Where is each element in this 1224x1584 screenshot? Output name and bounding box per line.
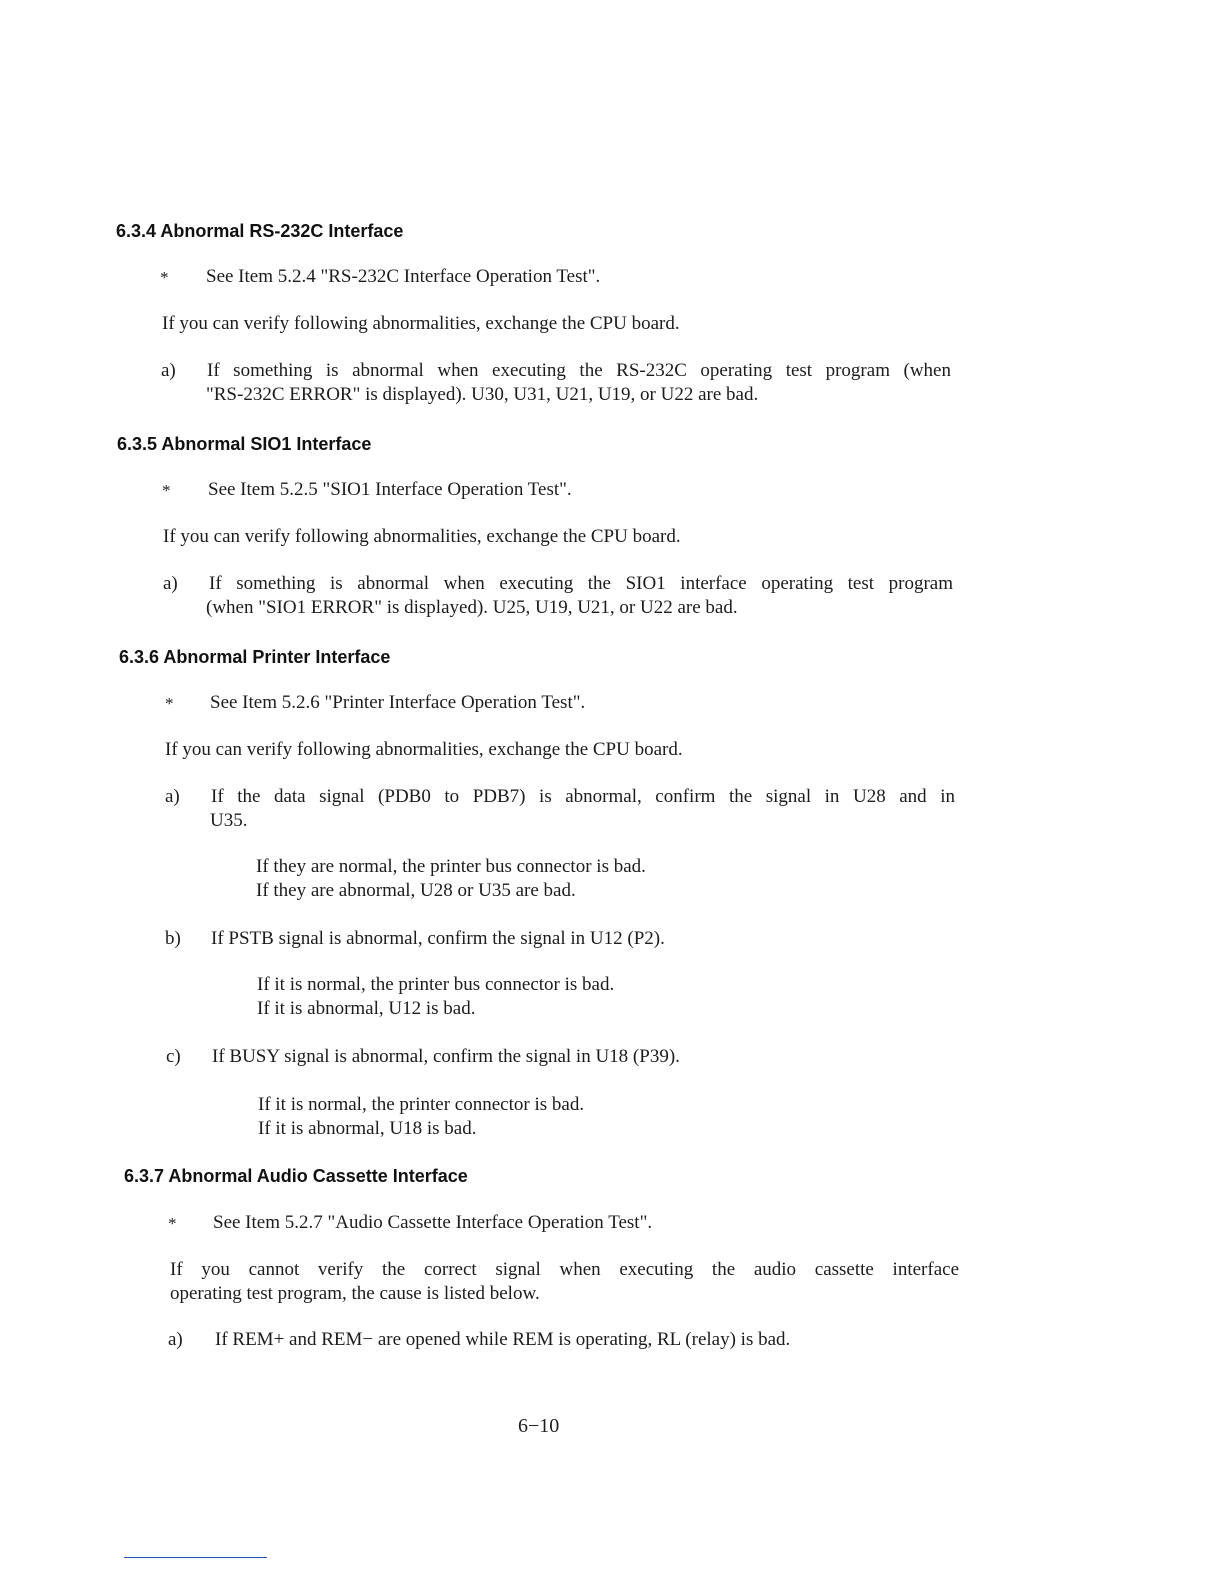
- item-marker: a): [168, 1329, 183, 1350]
- item-marker: c): [166, 1046, 181, 1067]
- item-text-line: If something is abnormal when executing the SIO1 interface operating test program: [209, 573, 953, 594]
- page-number: 6−10: [518, 1415, 560, 1437]
- item-text-line: If PSTB signal is abnormal, confirm the signal in U12 (P2).: [211, 928, 665, 949]
- section-heading-6-3-6: 6.3.6 Abnormal Printer Interface: [119, 647, 391, 667]
- item-sub-text: If they are abnormal, U28 or U35 are bad.: [256, 880, 576, 901]
- item-sub-text: If it is abnormal, U18 is bad.: [258, 1118, 477, 1139]
- footer-rule: [124, 1557, 267, 1558]
- bullet-marker: *: [165, 694, 174, 713]
- item-sub-text: If it is normal, the printer connector is bad.: [258, 1094, 585, 1115]
- item-sub-text: If it is normal, the printer bus connector is bad.: [257, 974, 615, 995]
- item-text-line: If REM+ and REM− are opened while REM is operating, RL (relay) is bad.: [215, 1329, 791, 1350]
- item-marker: a): [165, 786, 180, 807]
- section-intro: If you can verify following abnormalities, exchange the CPU board.: [162, 313, 680, 334]
- item-marker: a): [163, 573, 178, 594]
- item-text-line: "RS-232C ERROR" is displayed). U30, U31, U21, U19, or U22 are bad.: [206, 384, 759, 405]
- see-item-reference: See Item 5.2.4 "RS-232C Interface Operation Test".: [206, 266, 601, 287]
- item-text-line: If the data signal (PDB0 to PDB7) is abnormal, confirm the signal in U28 and in: [211, 786, 955, 807]
- section-heading-6-3-7: 6.3.7 Abnormal Audio Cassette Interface: [124, 1166, 468, 1186]
- item-text-line: If something is abnormal when executing the RS-232C operating test program (when: [207, 360, 951, 381]
- item-text-line: If BUSY signal is abnormal, confirm the signal in U18 (P39).: [212, 1046, 680, 1067]
- item-sub-text: If they are normal, the printer bus connector is bad.: [256, 856, 646, 877]
- item-marker: b): [165, 928, 181, 949]
- section-intro: If you can verify following abnormalities, exchange the CPU board.: [163, 526, 681, 547]
- see-item-reference: See Item 5.2.6 "Printer Interface Operation Test".: [210, 692, 586, 713]
- see-item-reference: See Item 5.2.7 "Audio Cassette Interface Operation Test".: [213, 1212, 653, 1233]
- item-text-line: U35.: [210, 810, 248, 831]
- bullet-marker: *: [160, 268, 169, 287]
- item-text-line: (when "SIO1 ERROR" is displayed). U25, U19, U21, or U22 are bad.: [206, 597, 738, 618]
- section-intro: operating test program, the cause is listed below.: [170, 1283, 540, 1304]
- item-sub-text: If it is abnormal, U12 is bad.: [257, 998, 476, 1019]
- see-item-reference: See Item 5.2.5 "SIO1 Interface Operation Test".: [208, 479, 572, 500]
- bullet-marker: *: [162, 481, 171, 500]
- section-intro: If you can verify following abnormalities, exchange the CPU board.: [165, 739, 683, 760]
- section-heading-6-3-4: 6.3.4 Abnormal RS-232C Interface: [116, 221, 404, 241]
- item-marker: a): [161, 360, 176, 381]
- section-intro: If you cannot verify the correct signal when executing the audio cassette interface: [170, 1259, 959, 1280]
- section-heading-6-3-5: 6.3.5 Abnormal SIO1 Interface: [117, 434, 372, 454]
- bullet-marker: *: [168, 1214, 177, 1233]
